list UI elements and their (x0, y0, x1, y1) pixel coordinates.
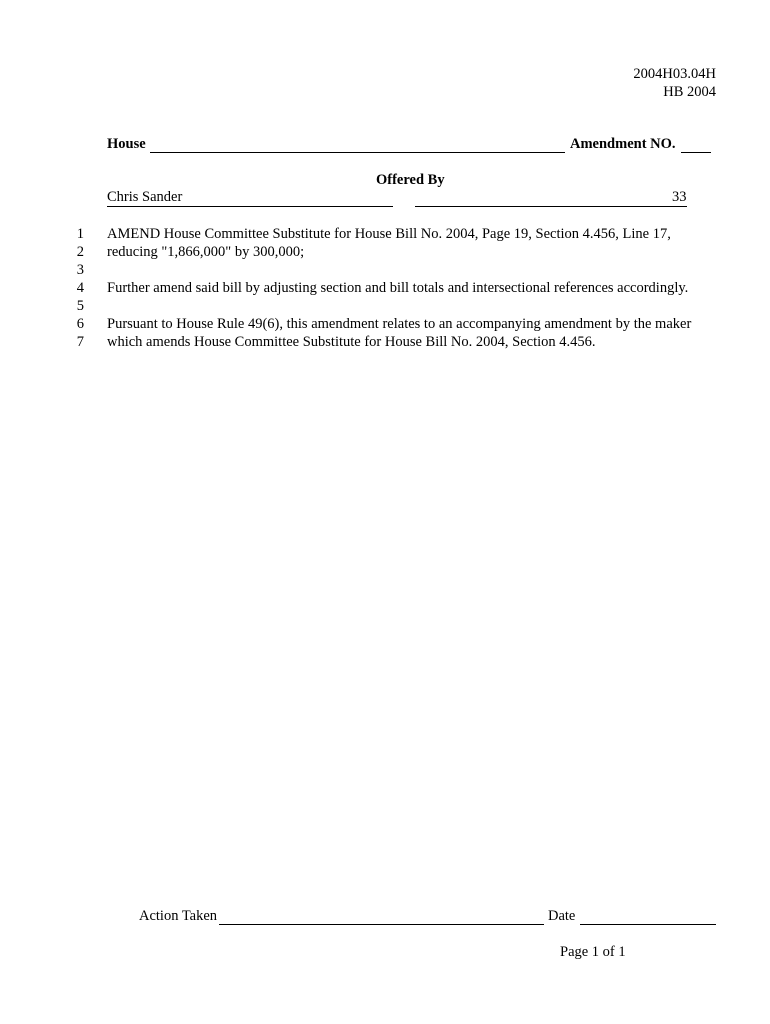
date-label: Date (548, 908, 576, 924)
sponsor-rule (107, 206, 393, 207)
house-amendment-line (107, 136, 711, 156)
bill-number: HB 2004 (663, 84, 716, 100)
house-label: House (107, 136, 146, 152)
line-number: 2 (76, 244, 84, 260)
district-number: 33 (672, 189, 687, 205)
amendment-number-label: Amendment NO. (570, 136, 676, 152)
line-number: 7 (76, 334, 84, 350)
house-blank-rule (150, 152, 565, 153)
offered-by-label: Offered By (376, 172, 445, 188)
line-number: 3 (76, 262, 84, 278)
sponsor-name: Chris Sander (107, 189, 183, 205)
date-rule (580, 924, 716, 925)
document-code: 2004H03.04H (633, 66, 716, 82)
body-line: Pursuant to House Rule 49(6), this amendment relates to an accompanying amendment by the maker (107, 316, 692, 332)
body-line: which amends House Committee Substitute for House Bill No. 2004, Section 4.456. (107, 334, 596, 350)
action-taken-label: Action Taken (139, 908, 218, 924)
body-line: Further amend said bill by adjusting section and bill totals and intersectional references accordingly. (107, 280, 689, 296)
line-number: 1 (76, 226, 84, 242)
body-line: AMEND House Committee Substitute for House Bill No. 2004, Page 19, Section 4.456, Line 17, (107, 226, 671, 242)
action-taken-rule (219, 924, 544, 925)
line-number: 5 (76, 298, 84, 314)
line-number: 6 (76, 316, 84, 332)
district-rule (415, 206, 687, 207)
line-number: 4 (76, 280, 84, 296)
amendment-number-blank-rule (681, 152, 711, 153)
body-line: reducing "1,866,000" by 300,000; (107, 244, 305, 260)
page-number: Page 1 of 1 (560, 944, 626, 960)
